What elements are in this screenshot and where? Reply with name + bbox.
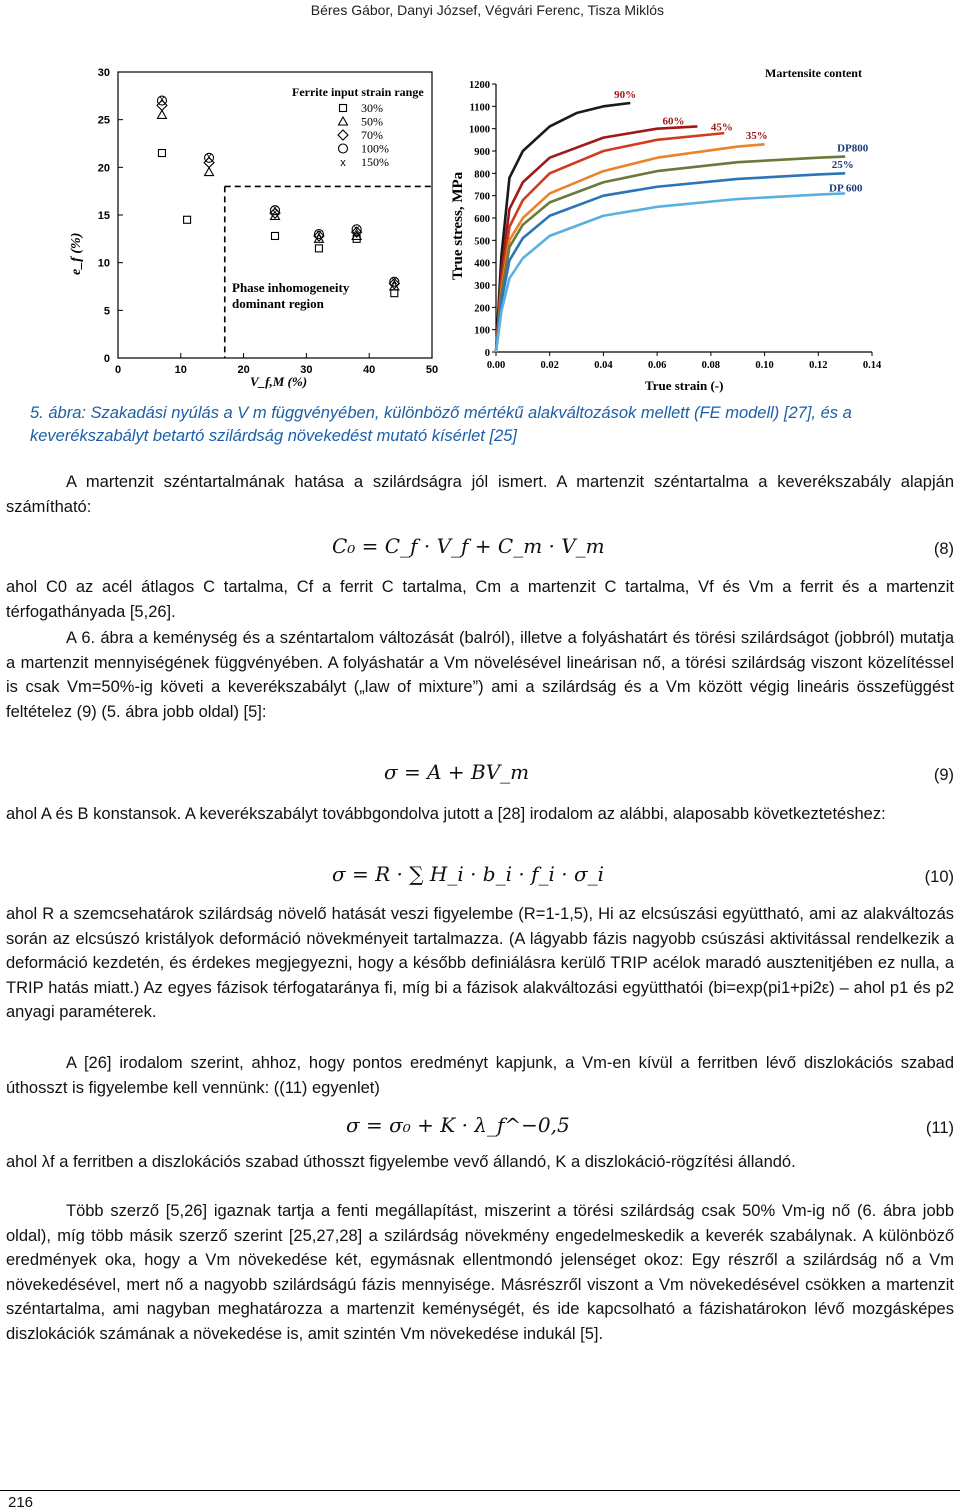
footer-rule xyxy=(0,1490,960,1491)
scatter-y-tick-label: 30 xyxy=(97,67,110,79)
paragraph-8 xyxy=(6,1199,954,1347)
stress-y-tick-label: 1100 xyxy=(469,102,490,114)
stress-y-tick-label: 1200 xyxy=(469,80,490,91)
equation-9-number: (9) xyxy=(933,766,954,784)
paragraph-3 xyxy=(6,626,954,724)
paragraph-4 xyxy=(6,802,954,827)
scatter-x-tick-label: 50 xyxy=(425,364,439,376)
scatter-legend-label: 30% xyxy=(361,101,383,115)
equation-8 xyxy=(6,534,954,568)
scatter-point: x xyxy=(206,150,212,163)
stress-y-tick-label: 100 xyxy=(474,325,490,337)
paragraph-5-text: ahol R a szemcsehatárok szilárdság növelő hatását veszi figyelembe (R=1-1,5), Hi az elcsúszási együttható, ami az alakváltozás során az elcsúszó kristályok deformáció növekményeit tartalmazza. (A lágyabb fázis nagyobb csúszási aktivitással rendelkezik a deformáció kezdetén, és érdekes megjegyezni, hogy a később definiálásra kerülő TRIP acélok maradó ausztenitjében ez nulla, a TRIP hatás miatt.) Az egyes fázisok térfogataránya fi, míg bi a fázisok alakváltozási együtthatói (bi=exp(pi1+pi2ε) – ahol p1 és p2 anyagi paraméterek. xyxy=(6,905,954,1022)
equation-11-formula: σ = σ₀ + K · λ_f^−0,5 xyxy=(346,1113,570,1137)
scatter-point xyxy=(315,245,322,252)
stress-x-tick-label: 0.02 xyxy=(540,360,559,371)
scatter-chart xyxy=(60,60,450,390)
scatter-legend-marker xyxy=(339,117,348,125)
paragraph-1 xyxy=(6,470,954,519)
figure-caption-text: 5. ábra: Szakadási nyúlás a V m függvényében, különböző mértékű alakváltozások mellett (FE modell) [27], és a keverékszabályt betartó szilárdság növekedést mutató kísérlet [25] xyxy=(30,404,852,445)
region-label-line-1: Phase inhomogeneity xyxy=(232,280,350,295)
scatter-y-tick-label: 25 xyxy=(97,114,110,127)
scatter-x-tick-label: 20 xyxy=(237,364,250,376)
figure-left-scatter xyxy=(60,60,450,390)
paragraph-8-text: Több szerző [5,26] igaznak tartja a fenti megállapítást, miszerint a törési szilárdság csak 50% Vm-ig nő (6. ábra jobb oldal), míg több másik szerző szerint [25,27,28] a szilárdság növekmény engedelmeskedik a keverék szabálynak. A különböző eredmények oka, hogy a Vm növekedése két, egymásnak ellentmondó jelenséget okoz: Egy részről a szilárdság nő a Vm növekedésével, mert nő a nagyobb szilárdságú fázis mennyisége. Másrészről viszont a Vm növekedésével csökken a martenzit széntartalma, ami nagyban meghatározza a martenzit keménységét, és ide kapcsolható a fázishatárokon lévő mozgásképes diszlokációk számának a növekedése is, amit szintén Vm növekedése indukál [5]. xyxy=(6,1202,954,1343)
paragraph-7 xyxy=(6,1150,954,1175)
stress-curve-label: DP800 xyxy=(837,142,869,155)
stress-curve-6 xyxy=(496,173,845,352)
scatter-point: x xyxy=(272,202,278,215)
scatter-x-tick-label: 0 xyxy=(114,364,122,376)
stress-y-tick-label: 400 xyxy=(474,258,490,270)
stress-curve-2 xyxy=(496,126,697,352)
paragraph-6-text: A [26] irodalom szerint, ahhoz, hogy pontos eredményt kapjunk, a Vm-en kívül a ferritben lévő diszlokációs szabad úthosszt is figyelembe kell vennünk: ((11) egyenlet) xyxy=(6,1054,954,1097)
page-number: 216 xyxy=(8,1494,34,1511)
paragraph-4-text: ahol A és B konstansok. A keverékszabályt továbbgondolva jutott a [28] irodalom az alábbi, alaposabb következtetéshez: xyxy=(6,805,886,823)
stress-y-tick-label: 200 xyxy=(474,303,490,315)
scatter-legend-title: Ferrite input strain range xyxy=(292,85,424,99)
scatter-y-tick-label: 0 xyxy=(103,353,110,365)
scatter-x-tick-label: 10 xyxy=(174,364,187,376)
stress-y-axis-label: True stress, MPa xyxy=(450,171,466,280)
scatter-legend-marker xyxy=(338,130,348,140)
paragraph-2 xyxy=(6,575,954,624)
equation-10-number: (10) xyxy=(924,868,954,886)
scatter-point xyxy=(184,216,191,223)
scatter-x-tick-label: 30 xyxy=(300,364,313,376)
equation-9-formula: σ = A + BV_m xyxy=(384,760,530,784)
running-header: Béres Gábor, Danyi József, Végvári Ferenc, Tisza Miklós xyxy=(310,2,664,18)
equation-11-number: (11) xyxy=(925,1119,954,1137)
scatter-legend-label: 70% xyxy=(361,128,383,142)
scatter-point: x xyxy=(391,274,398,287)
paragraph-5 xyxy=(6,902,954,1025)
scatter-legend-marker: x xyxy=(340,157,346,169)
stress-y-tick-label: 300 xyxy=(474,281,490,292)
stress-y-tick-label: 0 xyxy=(484,348,490,359)
stress-y-tick-label: 500 xyxy=(474,236,490,248)
scatter-legend-label: 150% xyxy=(361,155,389,169)
scatter-point xyxy=(391,290,398,297)
stress-y-tick-label: 600 xyxy=(474,214,490,225)
scatter-point xyxy=(272,232,279,239)
figure-right-stress-strain xyxy=(440,60,900,395)
scatter-legend-marker xyxy=(339,144,348,153)
stress-y-tick-label: 900 xyxy=(474,147,490,158)
scatter-y-tick-label: 20 xyxy=(97,162,110,175)
equation-11 xyxy=(6,1113,954,1147)
stress-x-tick-label: 0.10 xyxy=(755,360,774,371)
stress-curve-3 xyxy=(496,133,724,352)
scatter-legend-label: 100% xyxy=(361,141,389,156)
equation-8-number: (8) xyxy=(933,540,954,558)
scatter-point: x xyxy=(159,93,165,106)
scatter-legend-marker xyxy=(340,105,347,112)
paragraph-6 xyxy=(6,1051,954,1100)
equation-9 xyxy=(6,760,954,794)
stress-curve-label: 90% xyxy=(614,88,637,101)
stress-y-tick-label: 800 xyxy=(474,169,490,181)
martensite-legend-title: Martensite content xyxy=(765,66,862,80)
scatter-point xyxy=(205,168,214,176)
stress-curve-label: DP 600 xyxy=(829,182,863,195)
stress-x-axis-label: True strain (-) xyxy=(645,378,724,393)
equation-10-formula: σ = R · ∑ H_i · b_i · f_i · σ_i xyxy=(332,862,604,886)
stress-x-tick-label: 0.14 xyxy=(862,360,882,371)
region-label-line-2: dominant region xyxy=(232,296,324,311)
equation-8-formula: C₀ = C_f · V_f + C_m · V_m xyxy=(332,534,605,558)
scatter-legend-label: 50% xyxy=(361,114,383,129)
stress-curve-label: 25% xyxy=(831,159,854,172)
scatter-point xyxy=(158,150,165,157)
stress-strain-chart xyxy=(440,60,900,395)
stress-curve-label: 45% xyxy=(710,121,733,134)
stress-x-tick-label: 0.08 xyxy=(701,360,721,371)
stress-y-tick-label: 700 xyxy=(474,191,490,203)
figure-caption xyxy=(30,402,930,448)
stress-curve-label: 35% xyxy=(745,130,768,143)
paragraph-2-text: ahol C0 az acél átlagos C tartalma, Cf a ferrit C tartalma, Cm a martenzit C tartalma, Vf és Vm a ferrit és a martenzit térfogathányada [5,26]. xyxy=(6,578,954,621)
scatter-y-tick-label: 15 xyxy=(97,210,110,222)
paragraph-3-text: A 6. ábra a keménység és a széntartalom változását (balról), illetve a folyáshatárt és törési szilárdságot (jobbról) mutatja a martenzit mennyiségének függvényében. A folyáshatár a Vm növelésével lineárisan nő, a törési szilárdság viszont közelítéssel is csak Vm=50%-ig követi a keverékszabályt („law of mixture”) ami a szilárdság és a Vm között végig lineáris összefüggést feltételez (9) (5. ábra jobb oldal) [5]: xyxy=(6,629,954,721)
scatter-point xyxy=(157,110,166,118)
stress-curve-label: 60% xyxy=(662,115,685,128)
stress-x-tick-label: 0.12 xyxy=(809,360,828,371)
scatter-point: x xyxy=(353,223,360,236)
stress-x-tick-label: 0.06 xyxy=(647,360,667,371)
stress-y-tick-label: 1000 xyxy=(469,124,490,136)
scatter-y-axis-label: e_f (%) xyxy=(69,232,84,275)
stress-x-tick-label: 0.00 xyxy=(486,360,506,371)
equation-10 xyxy=(6,862,954,896)
paragraph-1-text: A martenzit széntartalmának hatása a szilárdságra jól ismert. A martenzit széntartalma a keverékszabály alapján számítható: xyxy=(6,473,954,516)
stress-x-tick-label: 0.04 xyxy=(594,360,613,371)
paragraph-7-text: ahol λf a ferritben a diszlokációs szabad úthosszt figyelembe vevő állandó, K a diszlokáció-rögzítési állandó. xyxy=(6,1153,796,1171)
scatter-y-tick-label: 5 xyxy=(103,305,110,318)
scatter-x-tick-label: 40 xyxy=(363,364,376,376)
scatter-point: x xyxy=(316,228,322,241)
scatter-x-axis-label: V_f,M (%) xyxy=(250,374,308,389)
scatter-y-tick-label: 10 xyxy=(97,257,110,270)
